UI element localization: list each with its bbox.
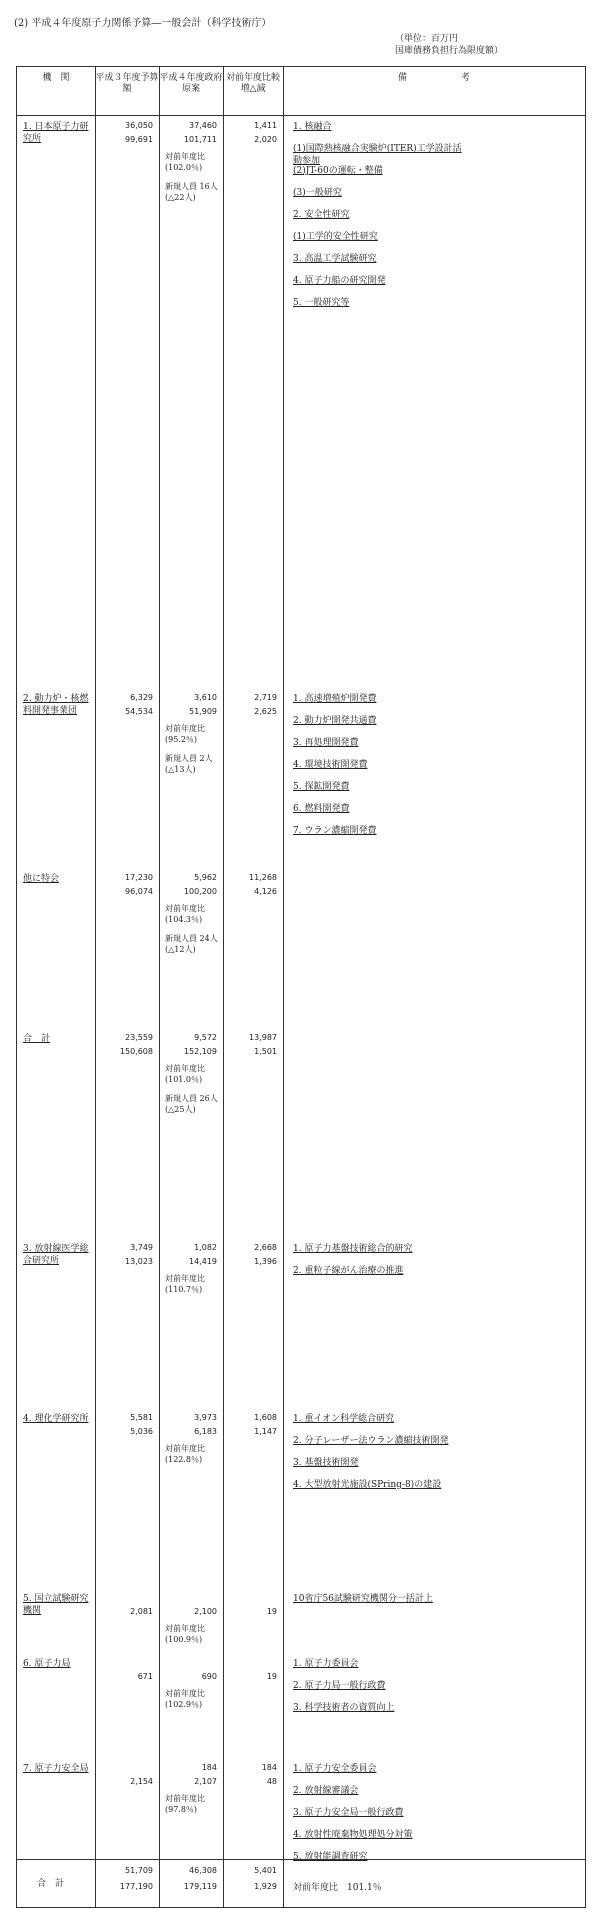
- curr-amount-1: 9,572: [194, 1033, 217, 1042]
- curr-amount-1: 3,973: [194, 1413, 217, 1422]
- prev-amount-2: 54,534: [125, 707, 153, 716]
- curr-amount-2: 101,711: [183, 135, 217, 144]
- diff-1: 2,719: [254, 693, 277, 702]
- diff-2: 1,396: [254, 1257, 277, 1266]
- diff-1: 13,987: [249, 1033, 277, 1042]
- prev-amount-2: 150,608: [119, 1047, 153, 1056]
- remark-item: 5. 一般研究等: [293, 298, 350, 308]
- org-name: 3. 放射線医学総合研究所: [23, 1244, 89, 1266]
- total-label: 合 計: [37, 1879, 65, 1889]
- yoy-ratio: 対前年度比(95.2％): [165, 724, 205, 744]
- remark-item: 2. 分子レーザー法ウラン濃縮技術開発: [293, 1436, 449, 1446]
- prev-amount-1: 36,050: [125, 121, 153, 130]
- remark-item: 1. 高速増殖炉開発費: [293, 694, 377, 704]
- prev-amount-1: 6,329: [130, 693, 153, 702]
- yoy-ratio: 対前年度比(102.9％): [165, 1689, 205, 1709]
- remark-item: 3. 原子力安全局一般行政費: [293, 1808, 404, 1818]
- curr-amount-1: 3,610: [194, 693, 217, 702]
- diff-2: 2,020: [254, 135, 277, 144]
- header-diff: 対前年度比較増△減: [225, 73, 280, 94]
- total-curr2: 179,119: [183, 1882, 217, 1891]
- prev-amount-2: 2,154: [130, 1777, 153, 1786]
- curr-amount-2: 51,909: [189, 707, 217, 716]
- diff-1: 184: [261, 1763, 277, 1772]
- unit-note: （単位：百万円 国庫債務負担行為限度額）: [395, 34, 504, 56]
- org-name: 他に特会: [23, 874, 60, 884]
- remark-item: 4. 原子力船の研究開発: [293, 276, 386, 286]
- yoy-ratio: 対前年度比(104.3％): [165, 904, 205, 924]
- new-staff: 新規人員 26人 (△25人): [165, 1094, 218, 1114]
- curr-amount-1: 5,962: [194, 873, 217, 882]
- org-name: 合 計: [23, 1034, 51, 1044]
- curr-amount-2: 2,107: [194, 1777, 217, 1786]
- diff-2: 4,126: [254, 887, 277, 896]
- remark-item: 1. 原子力基盤技術総合的研究: [293, 1244, 413, 1254]
- total-prev1: 51,709: [125, 1866, 153, 1875]
- org-name: 6. 原子力局: [23, 1659, 71, 1669]
- prev-amount-2: 2,081: [130, 1607, 153, 1616]
- prev-amount-1: 5,581: [130, 1413, 153, 1422]
- yoy-ratio: 対前年度比(97.8％): [165, 1794, 205, 1814]
- curr-amount-2: 6,183: [194, 1427, 217, 1436]
- remark-item: 3. 再処理開発費: [293, 738, 359, 748]
- yoy-ratio: 対前年度比(102.0％): [165, 152, 205, 172]
- org-name: 7. 原子力安全局: [23, 1764, 89, 1774]
- prev-amount-2: 96,074: [125, 887, 153, 896]
- prev-amount-1: 3,749: [130, 1243, 153, 1252]
- curr-amount-2: 690: [201, 1672, 217, 1681]
- remark-item: 2. 放射線審議会: [293, 1786, 359, 1796]
- remark-item: (2)JT-60の運転・整備: [293, 166, 383, 176]
- remark-item: 1. 核融合: [293, 122, 332, 132]
- remark-item: 1. 原子力安全委員会: [293, 1764, 377, 1774]
- yoy-ratio: 対前年度比(101.0％): [165, 1064, 205, 1084]
- remark-item: 1. 重イオン科学総合研究: [293, 1414, 395, 1424]
- remark-item: 4. 大型放射光施設(SPring-8)の建設: [293, 1480, 442, 1490]
- header-org: 機 関: [42, 73, 70, 83]
- table-header: [17, 67, 585, 116]
- org-name: 5. 国立試験研究機関: [23, 1594, 89, 1616]
- new-staff: 新規人員 24人 (△12人): [165, 934, 218, 954]
- diff-1: 11,268: [249, 873, 277, 882]
- prev-amount-1: 23,559: [125, 1033, 153, 1042]
- yoy-ratio: 対前年度比(100.9％): [165, 1624, 205, 1644]
- yoy-ratio: 対前年度比(122.8％): [165, 1444, 205, 1464]
- total-row: [17, 1859, 585, 1908]
- diff-1: 2,668: [254, 1243, 277, 1252]
- diff-2: 2,625: [254, 707, 277, 716]
- remark-item: (1)工学的安全性研究: [293, 232, 378, 242]
- remark-item: 5. 探鉱開発費: [293, 782, 350, 792]
- remark-item: 3. 高温工学試験研究: [293, 254, 377, 264]
- diff-2: 19: [266, 1607, 277, 1616]
- diff-1: 1,608: [254, 1413, 277, 1422]
- prev-amount-2: 671: [137, 1672, 153, 1681]
- yoy-ratio: 対前年度比(110.7％): [165, 1274, 205, 1294]
- curr-amount-1: 37,460: [189, 121, 217, 130]
- org-name: 4. 理化学研究所: [23, 1414, 89, 1424]
- header-curr: 平成４年度政府原案: [159, 73, 223, 94]
- remark-item: 2. 動力炉開発共通費: [293, 716, 377, 726]
- total-d1: 5,401: [254, 1866, 277, 1875]
- prev-amount-2: 5,036: [130, 1427, 153, 1436]
- curr-amount-1: 184: [201, 1763, 217, 1772]
- prev-amount-2: 13,023: [125, 1257, 153, 1266]
- diff-2: 1,501: [254, 1047, 277, 1056]
- remark-item: 2. 安全性研究: [293, 210, 350, 220]
- new-staff: 新規人員 2人 (△13人): [165, 754, 213, 774]
- new-staff: 新規人員 16人 (△22人): [165, 182, 218, 202]
- remark-item: (1)国際熱核融合実験炉(ITER)工学設計活動参加: [293, 144, 462, 166]
- diff-2: 19: [266, 1672, 277, 1681]
- remark-item: 5. 放射能調査研究: [293, 1852, 368, 1862]
- document-title: (2) 平成４年度原子力関係予算―一般会計（科学技術庁）: [14, 18, 272, 29]
- curr-amount-1: 1,082: [194, 1243, 217, 1252]
- curr-amount-2: 152,109: [183, 1047, 217, 1056]
- diff-2: 48: [266, 1777, 277, 1786]
- remark-item: 1. 原子力委員会: [293, 1659, 359, 1669]
- total-prev2: 177,190: [119, 1882, 153, 1891]
- diff-2: 1,147: [254, 1427, 277, 1436]
- remark-item: 4. 環境技術開発費: [293, 760, 368, 770]
- remark-item: 6. 燃料開発費: [293, 804, 350, 814]
- remark-item: 3. 科学技術者の資質向上: [293, 1703, 395, 1713]
- header-prev: 平成３年度予算額: [95, 73, 159, 94]
- org-name: 1. 日本原子力研究所: [23, 122, 89, 144]
- remark-item: 2. 重粒子線がん治療の推進: [293, 1266, 404, 1276]
- remark-item: 2. 原子力局一般行政費: [293, 1681, 386, 1691]
- total-d2: 1,929: [254, 1882, 277, 1891]
- curr-amount-2: 14,419: [189, 1257, 217, 1266]
- header-remarks: 備 考: [397, 73, 470, 83]
- remark-item: 10省庁56試験研究機関分一括計上: [293, 1594, 433, 1604]
- prev-amount-2: 99,691: [125, 135, 153, 144]
- curr-amount-2: 100,200: [183, 887, 217, 896]
- org-name: 2. 動力炉・核燃料開発事業団: [23, 694, 89, 716]
- remark-item: 3. 基盤技術開発: [293, 1458, 359, 1468]
- curr-amount-2: 2,100: [194, 1607, 217, 1616]
- budget-table: [16, 66, 586, 1908]
- remark-item: (3)一般研究: [293, 188, 342, 198]
- total-curr1: 46,308: [189, 1866, 217, 1875]
- prev-amount-1: 17,230: [125, 873, 153, 882]
- total-ratio: 対前年度比 101.1％: [293, 1883, 382, 1893]
- remark-item: 7. ウラン濃縮開発費: [293, 826, 377, 836]
- diff-1: 1,411: [254, 121, 277, 130]
- remark-item: 4. 放射性廃棄物処理処分対策: [293, 1830, 413, 1840]
